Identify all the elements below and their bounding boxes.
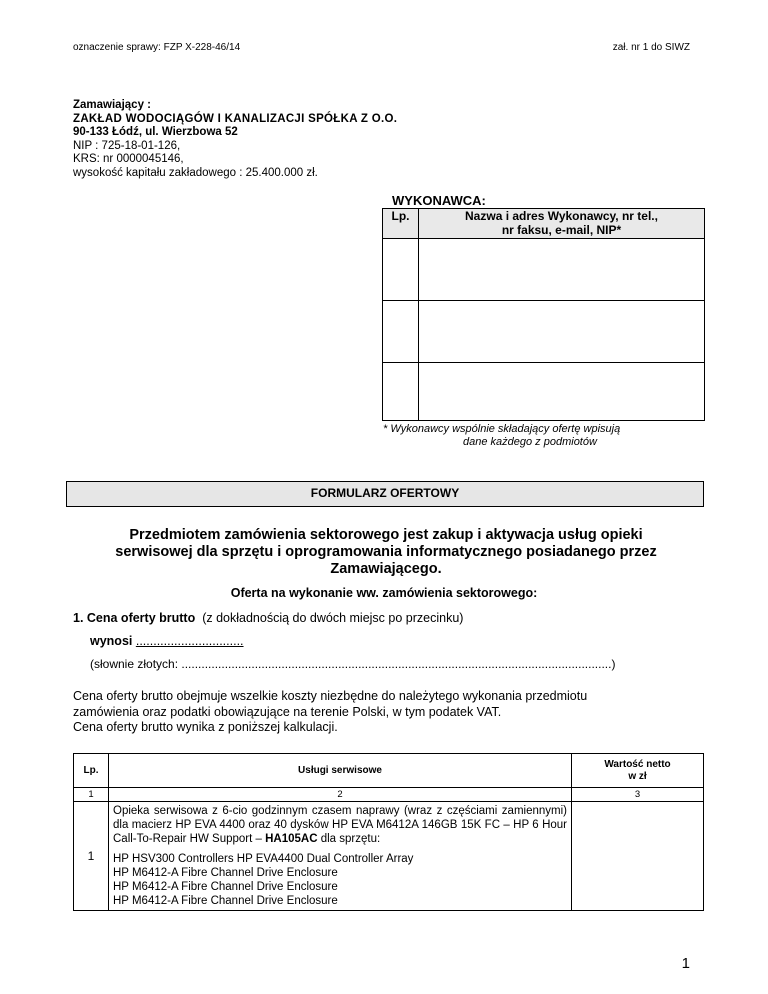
service-description: Opieka serwisowa z 6-cio godzinnym czasem naprawy (wraz z częściami zamiennymi) dla macierz HP EVA 4400 oraz 40 dysków HP EVA M6412A 146GB 15K FC – HP 6 Hour Call-To-Repair HW Support – HA105AC dla sprzętu: HP HSV300 Controllers HP EVA4400 Dual Controller Array HP M6412-A Fibre Channel Drive Enclosure HP M6412-A Fibre Channel Drive Enclosure HP M6412-A Fibre Channel Drive Enclosure xyxy=(109,802,572,911)
equipment-item: HP HSV300 Controllers HP EVA4400 Dual Controller Array xyxy=(113,853,414,865)
services-table xyxy=(73,753,704,911)
page-number: 1 xyxy=(681,955,690,972)
table-row xyxy=(74,802,704,911)
contractor-col-lp: Lp. xyxy=(383,209,419,239)
contractor-row[interactable] xyxy=(383,239,705,301)
price-amount-label: wynosi xyxy=(90,634,133,648)
contractor-table xyxy=(382,208,705,421)
services-numbering-row: 1 2 3 xyxy=(74,788,704,802)
equipment-item: HP M6412-A Fibre Channel Drive Enclosure xyxy=(113,895,338,907)
orderer-krs: KRS: nr 0000045146, xyxy=(73,153,184,165)
form-title: FORMULARZ OFERTOWY xyxy=(66,481,704,507)
equipment-item: HP M6412-A Fibre Channel Drive Enclosure xyxy=(113,881,338,893)
contractor-row[interactable] xyxy=(383,363,705,421)
price-amount-field[interactable]: ............................... xyxy=(135,634,244,648)
offer-heading: Oferta na wykonanie ww. zamówienia sektorowego: xyxy=(230,586,538,600)
services-col-lp: Lp. xyxy=(74,754,109,788)
orderer-address: 90-133 Łódź, ul. Wierzbowa 52 xyxy=(73,126,238,138)
orderer-capital: wysokość kapitału zakładowego : 25.400.000 zł. xyxy=(73,166,318,179)
subject-text: Przedmiotem zamówienia sektorowego jest zakup i aktywacja usług opieki serwisowej dla sprzętu i oprogramowania informatycznego posiadanego przez Zamawiającego. xyxy=(115,527,657,577)
price-label: 1. Cena oferty brutto xyxy=(73,611,196,625)
orderer-label: Zamawiający : xyxy=(73,99,151,111)
services-header-row xyxy=(74,754,704,788)
price-precision: (z dokładnością do dwóch miejsc po przecinku) xyxy=(202,611,464,625)
service-lp: 1 xyxy=(74,802,109,911)
orderer-name: ZAKŁAD WODOCIĄGÓW I KANALIZACJI SPÓŁKA Z O.O. xyxy=(73,112,398,125)
price-description: Cena oferty brutto obejmuje wszelkie koszty niezbędne do należytego wykonania przedmiotu zamówienia oraz podatki obowiązujące na terenie Polski, w tym podatek VAT. Cena oferty brutto wynika z poniższej kalkulacji. xyxy=(73,689,588,734)
case-reference: oznaczenie sprawy: FZP X-228-46/14 xyxy=(73,42,241,53)
contractor-col-name: Nazwa i adres Wykonawcy, nr tel., nr faksu, e-mail, NIP* xyxy=(419,209,705,239)
price-amount-line xyxy=(90,634,244,648)
price-line xyxy=(73,611,463,625)
orderer-block xyxy=(73,99,397,180)
attachment-label: zał. nr 1 do SIWZ xyxy=(612,42,690,53)
orderer-nip: NIP : 725-18-01-126, xyxy=(73,139,181,152)
contractor-title: WYKONAWCA: xyxy=(392,193,486,208)
price-words-field[interactable]: (słownie złotych: .................................................................................................................................) xyxy=(90,657,616,671)
services-col-value: Wartość netto w zł xyxy=(572,754,704,788)
services-col-services: Usługi serwisowe xyxy=(109,754,572,788)
service-value-field[interactable] xyxy=(572,802,704,911)
service-code: HA105AC xyxy=(265,833,318,845)
contractor-row[interactable] xyxy=(383,301,705,363)
equipment-item: HP M6412-A Fibre Channel Drive Enclosure xyxy=(113,867,338,879)
contractor-note: * Wykonawcy wspólnie składający ofertę wpisują dane każdego z podmiotów xyxy=(383,423,621,448)
